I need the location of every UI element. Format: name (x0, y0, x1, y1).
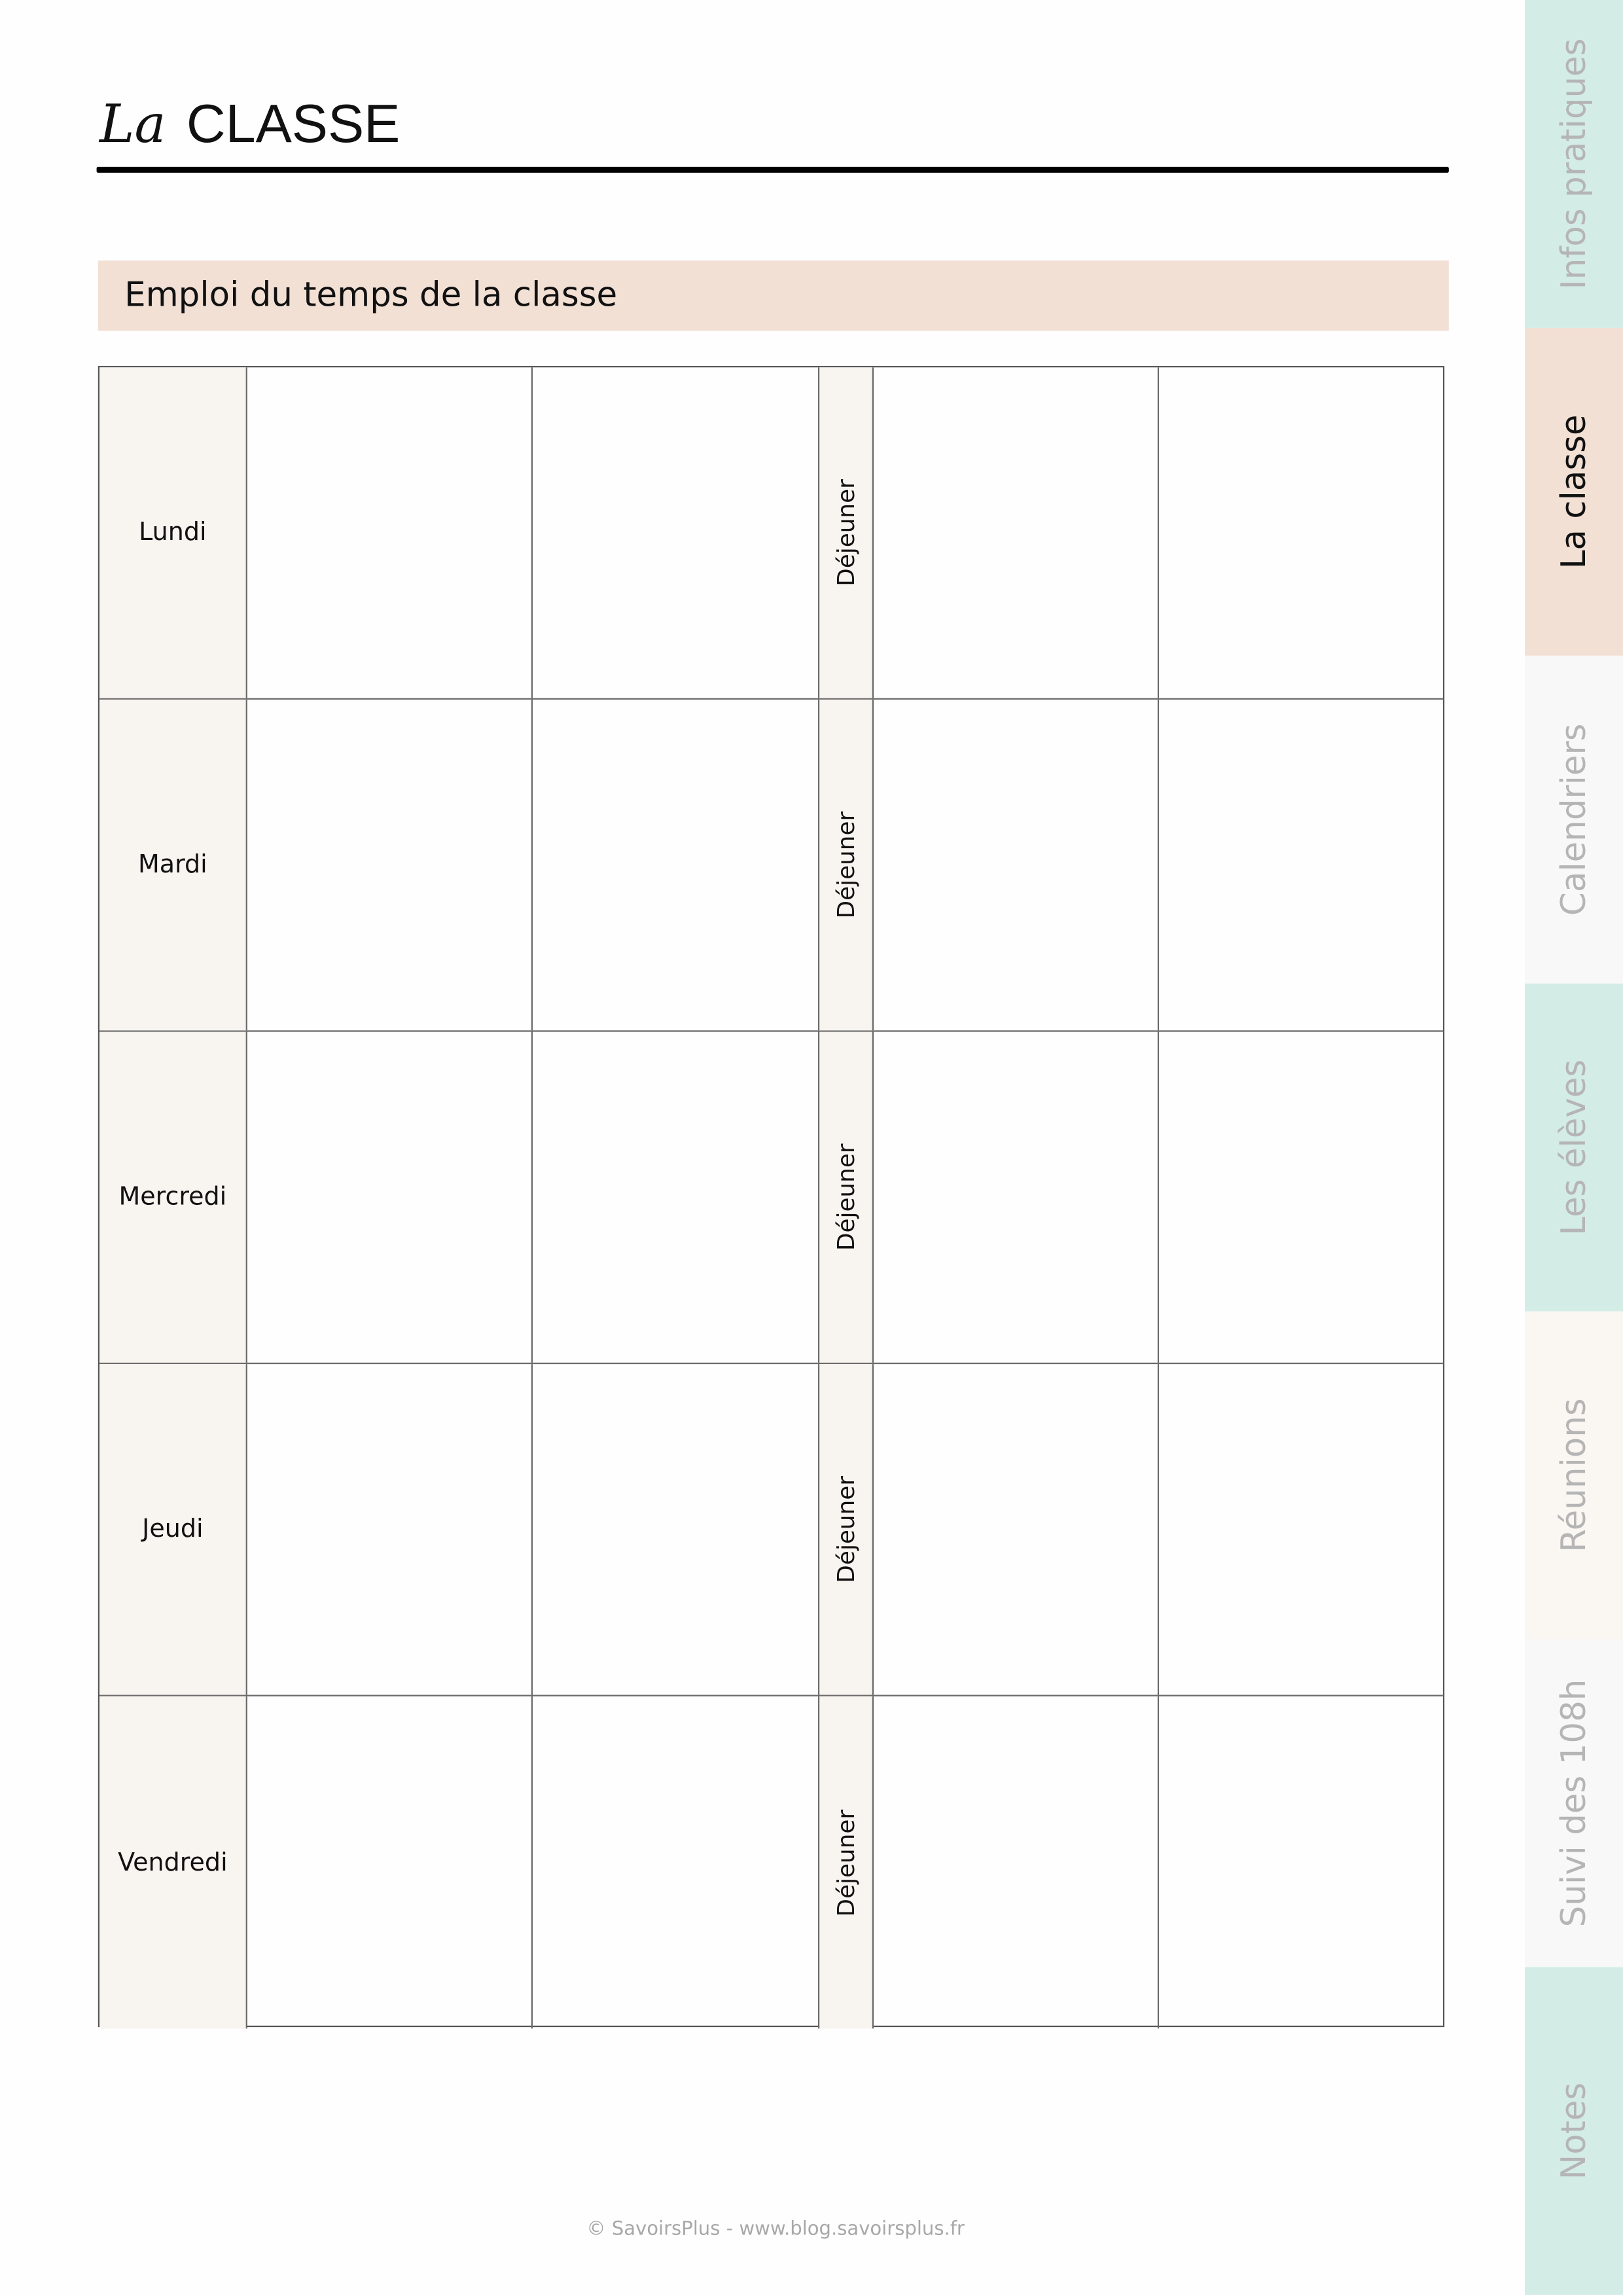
timetable-row-mardi (99, 700, 1443, 1032)
morning-slot-2[interactable] (533, 700, 819, 1030)
lunch-cell (819, 700, 874, 1030)
day-label: Vendredi (118, 1848, 228, 1877)
tab-la-classe[interactable] (1525, 328, 1623, 656)
tab-infos-pratiques[interactable] (1525, 0, 1623, 328)
day-label: Mardi (137, 850, 207, 880)
tab-label: Suivi des 108h (1554, 1679, 1594, 1928)
morning-slot-1[interactable] (247, 367, 533, 698)
day-cell (99, 1364, 247, 1695)
day-cell (99, 1032, 247, 1363)
lunch-label: Déjeuner (832, 1808, 860, 1916)
tab-reunions[interactable] (1525, 1312, 1623, 1640)
timetable-row-mercredi (99, 1032, 1443, 1365)
tab-suivi-108h[interactable] (1525, 1640, 1623, 1967)
tab-label: Calendriers (1554, 723, 1594, 916)
lunch-label: Déjeuner (832, 479, 860, 586)
afternoon-slot-2[interactable] (1159, 1032, 1443, 1363)
morning-slot-1[interactable] (247, 700, 533, 1030)
afternoon-slot-2[interactable] (1159, 1696, 1443, 2029)
lunch-label: Déjeuner (832, 811, 860, 919)
tab-calendriers[interactable] (1525, 656, 1623, 984)
afternoon-slot-1[interactable] (874, 1364, 1159, 1695)
lunch-cell (819, 1364, 874, 1695)
tab-label: Notes (1554, 2082, 1594, 2180)
morning-slot-1[interactable] (247, 1696, 533, 2029)
section-header (98, 260, 1449, 331)
morning-slot-1[interactable] (247, 1032, 533, 1363)
page-title-prefix: La (99, 95, 166, 156)
morning-slot-2[interactable] (533, 1032, 819, 1363)
page-title (99, 85, 400, 164)
footer-credit: © SavoirsPlus - www.blog.savoirsplus.fr (586, 2219, 965, 2241)
day-label: Mercredi (118, 1182, 227, 1212)
tab-label: Réunions (1554, 1398, 1594, 1552)
tab-label: La classe (1554, 414, 1594, 569)
afternoon-slot-2[interactable] (1159, 700, 1443, 1030)
tab-label: Les élèves (1554, 1059, 1594, 1236)
page-title-main: CLASSE (186, 94, 401, 154)
morning-slot-2[interactable] (533, 1364, 819, 1695)
day-cell (99, 367, 247, 698)
afternoon-slot-1[interactable] (874, 1032, 1159, 1363)
morning-slot-2[interactable] (533, 1696, 819, 2029)
title-underline (97, 167, 1449, 173)
lunch-cell (819, 1032, 874, 1363)
lunch-cell (819, 367, 874, 698)
afternoon-slot-2[interactable] (1159, 367, 1443, 698)
side-tabs (1525, 0, 1623, 2295)
timetable-row-jeudi (99, 1364, 1443, 1696)
tab-les-eleves[interactable] (1525, 984, 1623, 1312)
day-cell (99, 700, 247, 1030)
timetable-row-vendredi (99, 1696, 1443, 2029)
afternoon-slot-2[interactable] (1159, 1364, 1443, 1695)
lunch-label: Déjeuner (832, 1476, 860, 1583)
timetable-row-lundi (99, 367, 1443, 700)
day-label: Jeudi (142, 1515, 204, 1545)
afternoon-slot-1[interactable] (874, 1696, 1159, 2029)
day-label: Lundi (139, 518, 207, 548)
section-title: Emploi du temps de la classe (124, 276, 618, 315)
tab-notes[interactable] (1525, 1967, 1623, 2295)
afternoon-slot-1[interactable] (874, 700, 1159, 1030)
day-cell (99, 1696, 247, 2029)
lunch-label: Déjeuner (832, 1143, 860, 1251)
lunch-cell (819, 1696, 874, 2029)
morning-slot-1[interactable] (247, 1364, 533, 1695)
afternoon-slot-1[interactable] (874, 367, 1159, 698)
morning-slot-2[interactable] (533, 367, 819, 698)
tab-label: Infos pratiques (1554, 38, 1594, 290)
timetable-grid (98, 366, 1444, 2027)
